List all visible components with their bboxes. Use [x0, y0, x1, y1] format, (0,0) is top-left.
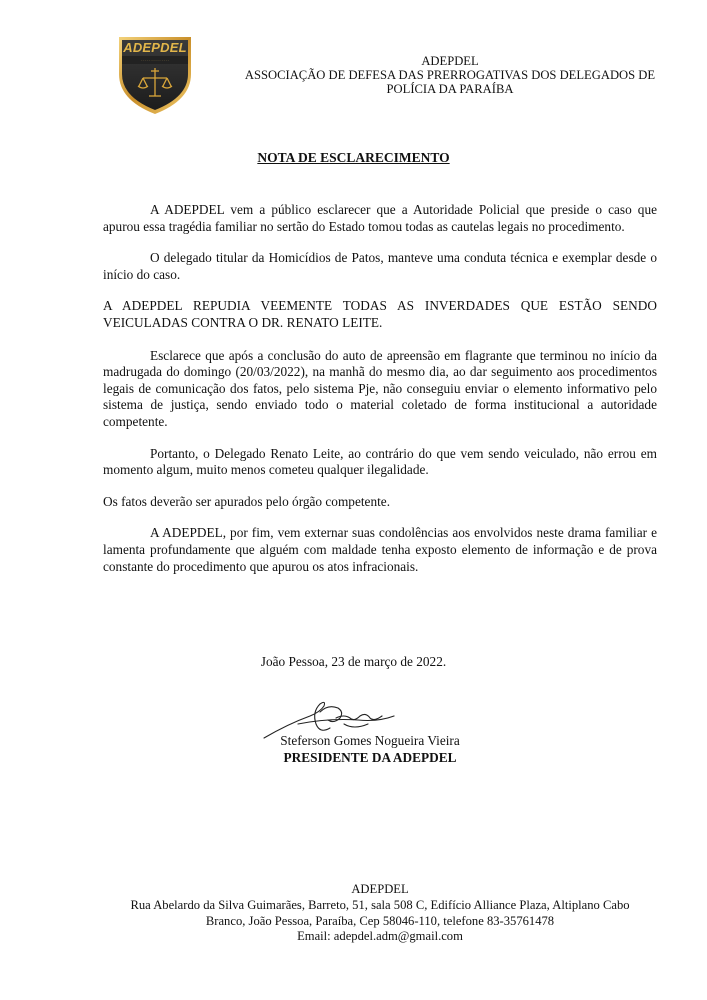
footer-email: Email: adepdel.adm@gmail.com — [297, 929, 463, 944]
date-line: João Pessoa, 23 de março de 2022. — [260, 654, 447, 669]
paragraph: A ADEPDEL REPUDIA VEEMENTE TODAS AS INVERDADES QUE ESTÃO SENDO VEICULADAS CONTRA O DR. RENATO LEITE. — [103, 298, 657, 330]
header-org-name-cont: POLÍCIA DA PARAÍBA — [386, 82, 514, 96]
footer-address-line: Branco, João Pessoa, Paraíba, Cep 58046-110, telefone 83-35761478 — [205, 913, 555, 928]
paragraph: O delegado titular da Homicídios de Patos, manteve uma conduta técnica e exemplar desde o início do caso. — [103, 250, 657, 282]
paragraph: A ADEPDEL vem a público esclarecer que a Autoridade Policial que preside o caso que apurou essa tragédia familiar no sertão do Estado tomou todas as cautelas legais no procedimento. — [103, 202, 657, 234]
header-org-name: ASSOCIAÇÃO DE DEFESA DAS PRERROGATIVAS DOS DELEGADOS DE — [244, 68, 656, 82]
signer-role: PRESIDENTE DA ADEPDEL — [283, 750, 457, 765]
footer-acronym: ADEPDEL — [351, 882, 409, 896]
document-body — [103, 202, 657, 590]
paragraph: Portanto, o Delegado Renato Leite, ao contrário do que vem sendo veiculado, não errou em momento algum, muito menos cometeu qualquer ilegalidade. — [103, 445, 657, 478]
document-title: NOTA DE ESCLARECIMENTO — [257, 150, 450, 165]
paragraph: Os fatos deverão ser apurados pelo órgão competente. — [103, 493, 391, 509]
paragraph: A ADEPDEL, por fim, vem externar suas condolências aos envolvidos neste drama familiar e lamenta profundamente que alguém com maldade tenha exposto elemento de informação e de prova constante do procedimento que apurou os atos infracionais. — [103, 525, 657, 574]
footer-address-line: Rua Abelardo da Silva Guimarães, Barreto, 51, sala 508 C, Edifício Alliance Plaza, Altiplano Cabo — [130, 897, 630, 912]
header-acronym: ADEPDEL — [421, 54, 479, 68]
signer-name: Steferson Gomes Nogueira Vieira — [280, 733, 460, 748]
svg-text:· · · · · · · · · · · · · ·: · · · · · · · · · · · · · · — [141, 59, 169, 63]
letterhead — [240, 54, 660, 96]
footer-address — [100, 882, 660, 945]
paragraph: Esclarece que após a conclusão do auto de apreensão em flagrante que terminou no início da madrugada do domingo (20/03/2022), na manhã do mesmo dia, ao dar seguimento aos procedimentos legais de comunicação dos fatos, pelo sistema Pje, não conseguiu enviar o elemento informativo pelo sistema de justiça, sendo enviado todo o material coletado de forma institucional a autoridade competente. — [103, 347, 657, 429]
adepdel-logo — [115, 34, 195, 116]
logo-text: ADEPDEL — [123, 40, 187, 55]
